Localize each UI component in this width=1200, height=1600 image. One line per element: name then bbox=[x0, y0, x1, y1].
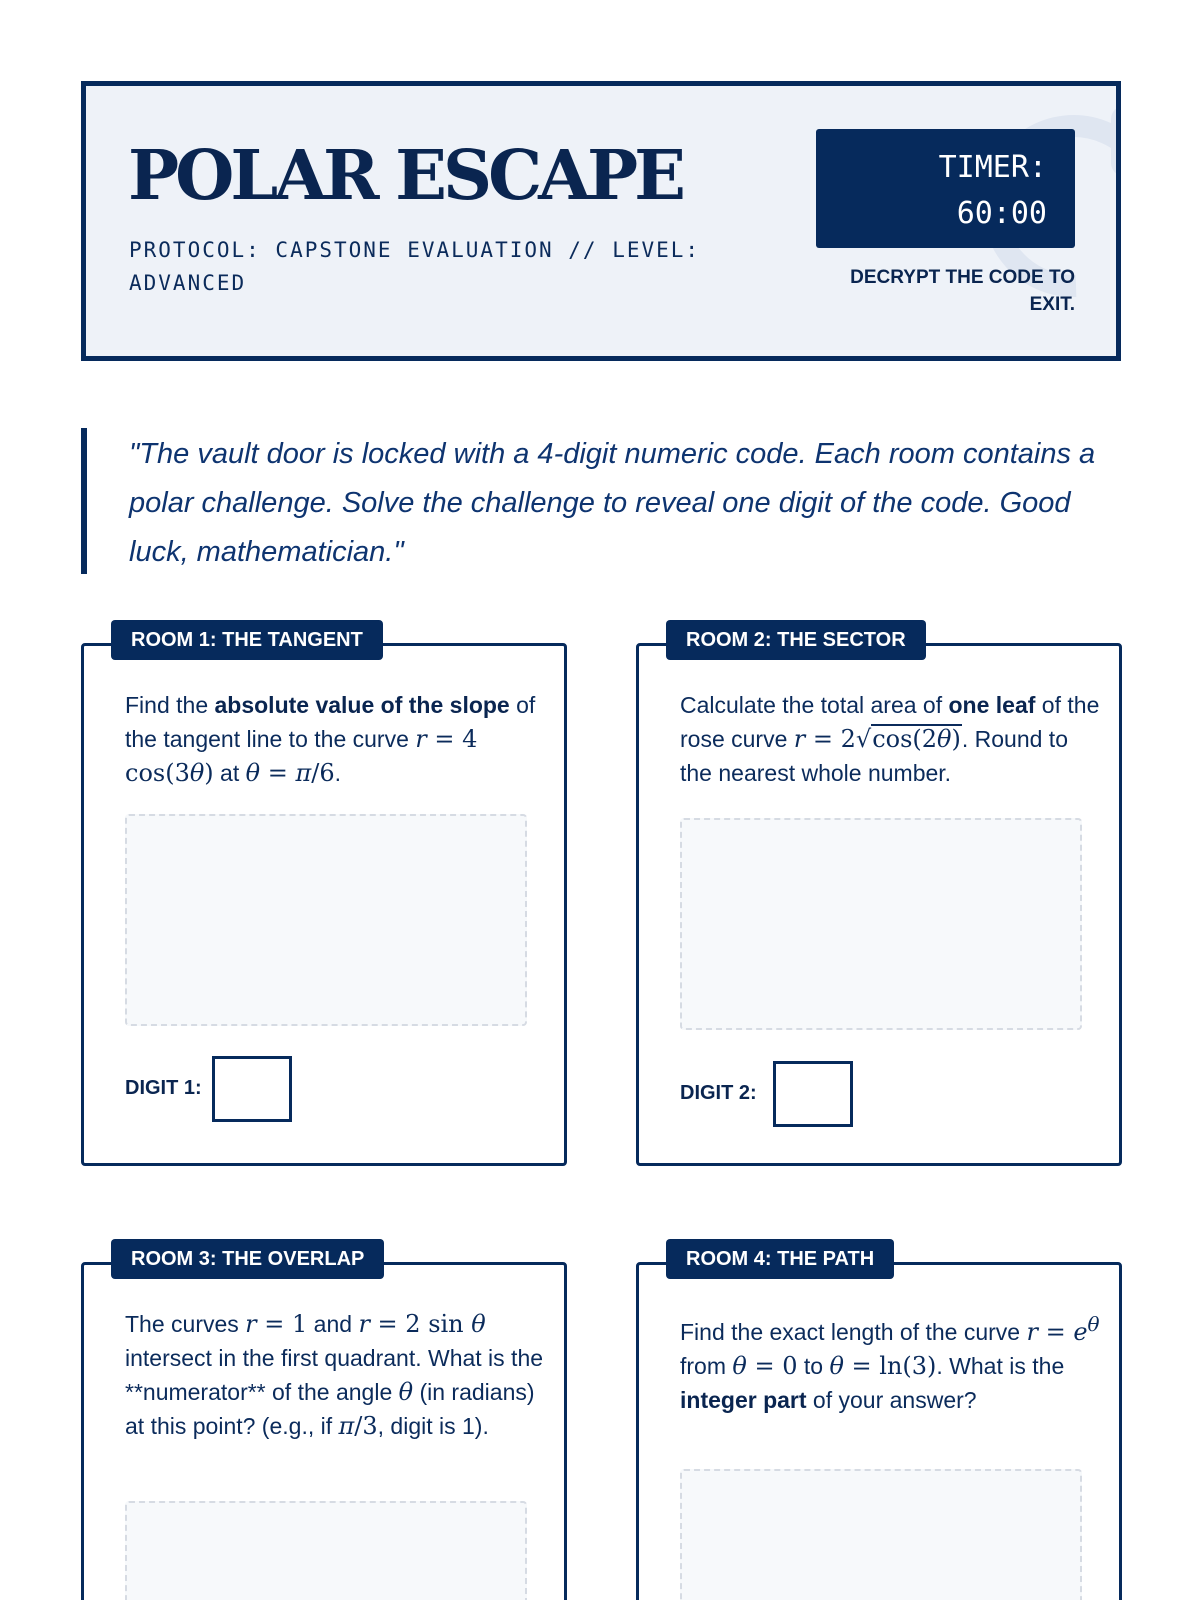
page-title: POLAR ESCAPE bbox=[128, 136, 682, 216]
room-1-card bbox=[81, 629, 567, 1166]
room-4-card bbox=[636, 1248, 1122, 1600]
protocol-text: PROTOCOL: CAPSTONE EVALUATION // LEVEL: ADVANCED bbox=[129, 238, 701, 295]
digit-2-input[interactable] bbox=[773, 1061, 853, 1127]
intro-quote: "The vault door is locked with a 4-digit numeric code. Each room contains a polar challenge. Solve the challenge to reveal one digit of the code. Good luck, mathematician." bbox=[81, 428, 1121, 574]
room-1-tag: ROOM 1: THE TANGENT bbox=[111, 620, 383, 660]
timer-label: TIMER: bbox=[938, 150, 1047, 185]
room-3-tag: ROOM 3: THE OVERLAP bbox=[111, 1239, 384, 1279]
room-3-work-area[interactable] bbox=[125, 1501, 527, 1600]
digit-1-input[interactable] bbox=[212, 1056, 292, 1122]
timer-value: 60:00 bbox=[956, 196, 1047, 231]
header-panel bbox=[81, 81, 1121, 361]
room-2-tag: ROOM 2: THE SECTOR bbox=[666, 620, 926, 660]
room-2-work-area[interactable] bbox=[680, 818, 1082, 1030]
digit-2-label: DIGIT 2: bbox=[680, 1082, 757, 1104]
room-4-work-area[interactable] bbox=[680, 1469, 1082, 1600]
timer-display bbox=[816, 129, 1075, 248]
room-1-question: Find the absolute value of the slope of the tangent line to the curve r = 4 cos(3θ) at θ = π/6. bbox=[125, 692, 536, 787]
room-2-card bbox=[636, 629, 1122, 1166]
room-1-work-area[interactable] bbox=[125, 814, 527, 1026]
room-3-question: The curves r = 1 and r = 2 sin θ intersect in the first quadrant. What is the **numerator** of the angle θ (in radians) at this point? (e.g., if π/3, digit is 1). bbox=[125, 1310, 544, 1440]
room-4-tag: ROOM 4: THE PATH bbox=[666, 1239, 894, 1279]
room-4-question: Find the exact length of the curve $r = e^\theta$ from θ = 0 to θ = ln(3). What is the integer part of your answer? bbox=[680, 1312, 1100, 1413]
room-2-question: Calculate the total area of one leaf of the rose curve r = 2√cos(2θ). Round to the nearest whole number. bbox=[680, 692, 1100, 786]
digit-1-label: DIGIT 1: bbox=[125, 1077, 202, 1099]
room-3-card bbox=[81, 1248, 567, 1600]
decrypt-instruction: DECRYPT THE CODE TO EXIT. bbox=[850, 267, 1075, 315]
